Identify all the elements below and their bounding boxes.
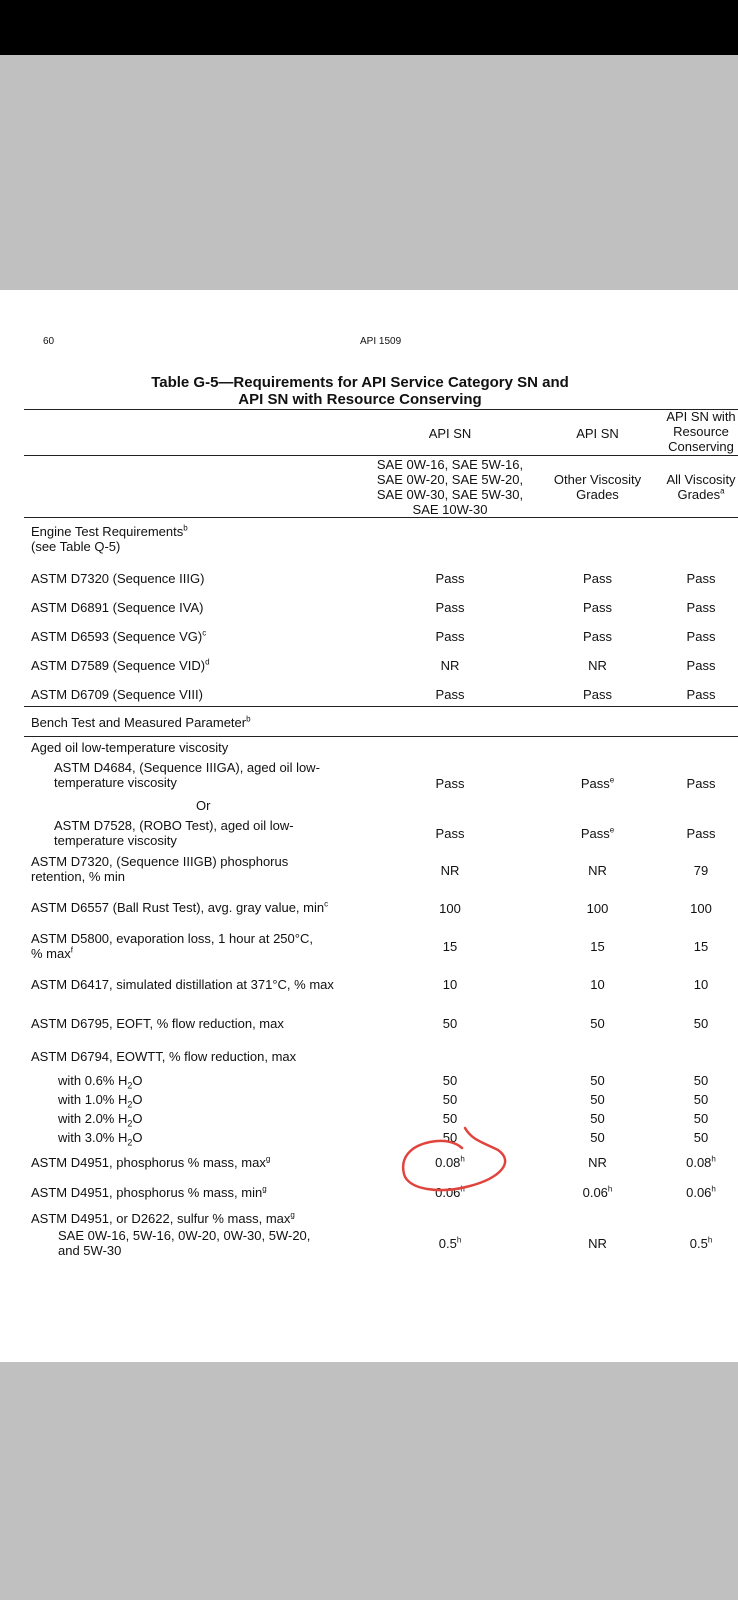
- or-label: Or: [196, 798, 211, 813]
- rule-grades: [24, 517, 738, 518]
- d6794-label: ASTM D6794, EOWTT, % flow reduction, max: [31, 1049, 297, 1064]
- table-title-line2: API SN with Resource Conserving: [238, 391, 482, 408]
- viewer-background-top: [0, 55, 738, 290]
- status-bar: [0, 0, 738, 55]
- engine-heading: Engine Test Requirements$^b$ (see Table Q-5): [31, 523, 188, 554]
- rule-header: [24, 455, 738, 456]
- table-title-line1: Table G-5—Requirements for API Service Category SN and: [151, 374, 569, 391]
- rule-engine-end: [24, 706, 738, 707]
- col3-header: API SN with Resource Conserving: [666, 409, 736, 454]
- table-title: [120, 374, 600, 408]
- rule-top: [24, 409, 738, 410]
- col2-header: API SN: [576, 426, 619, 441]
- col3-grades: All Viscosity Grades$^a$: [666, 472, 736, 502]
- document-page[interactable]: 60 API 1509 Table G-5—Requirements for API Service Category SN and API SN with Resource Conserving API SN API SN API SN with Resource Conserving SAE 0W-16, SAE 5W-16, SAE 0W-20, SAE 5W-20, SAE 0W-30, SAE 5W-30, SAE 10W-30 Other Viscosity Grades All Viscosity Grades$^a$ Engine Test Requirements$^b$ (see Table Q-5) ASTM D7320 (Sequence IIIG) Pass Pass Pass ASTM D6891 (Sequence IVA) Pass Pass Pass ASTM D6593 (Sequence VG)$^c$ Pass Pass Pass ASTM D7589 (Sequence VID)$^d$ NR NR Pass ASTM D6709 (Sequence VIII) Pass Pass Pass Bench Test and Measured Parameter$^b$ Aged oil low-temperature viscosity ASTM D4684, (Sequence IIIGA), aged oil low- temperature viscosity Pass Pass$^e$ Pass Or ASTM D7528, (ROBO Test), aged oil low- temperature viscosity Pass Pass$^e$ Pass ASTM D7320, (Sequence IIIGB) phosphorus retention, % min NR NR 79 ASTM D6557 (Ball Rust Test), avg. gray value, $\min^c$ 100 100 100 ASTM D5800, evaporation loss, 1 hour at 250°C, % $\max^f$ 15 15 15 ASTM D6417, simulated distillation at 371°C, % max 10 10 10 ASTM D6795, EOFT, % flow reduction, max 50 50 50 ASTM D6794, EOWTT, % flow reduction, max with 0.6% $H_2O$ 50 50 50 with 1.0% $H_2O$ 50 50 50 with 2.0% $H_2O$ 50 50 50 with 3.0% $H_2O$ 50 50 50 ASTM D4951, phosphorus % mass, $\max^g$ 0.08$^h$ NR 0.08$^h$ ASTM D4951, phosphorus % mass, $\min^g$ 0.06$^h$ 0.06$^h$ 0.06$^h$ ASTM D4951, or D2622, sulfur % mass, $\max^g$ SAE 0W-16, 5W-16, 0W-20, 0W-30, 5W-20, and 5W-30 0.5$^h$ NR 0.5$^h$: [0, 290, 738, 1362]
- col1-grades: SAE 0W-16, SAE 5W-16, SAE 0W-20, SAE 5W-20, SAE 0W-30, SAE 5W-30, SAE 10W-30: [376, 457, 524, 517]
- aged-oil-label: Aged oil low-temperature viscosity: [31, 740, 229, 755]
- rule-bench-head: [24, 736, 738, 737]
- running-header: API 1509: [360, 336, 402, 347]
- col1-header: API SN: [428, 426, 472, 441]
- bench-heading: Bench Test and Measured Parameter$^b$: [31, 714, 251, 730]
- col2-grades: Other Viscosity Grades: [553, 472, 642, 502]
- viewer-background-bottom: [0, 1362, 738, 1600]
- page-number: 60: [43, 336, 55, 347]
